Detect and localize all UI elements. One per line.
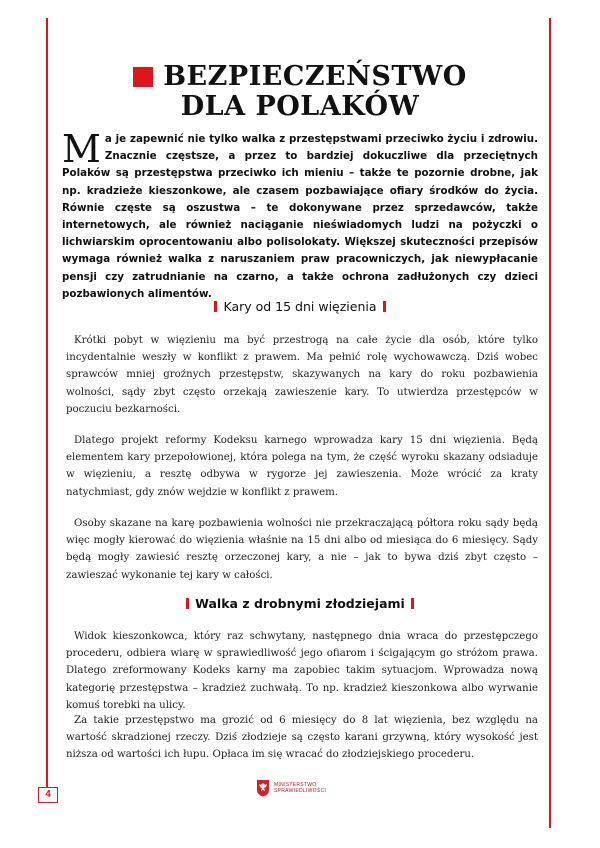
body-paragraph: Za takie przestępstwo ma grozić od 6 miesięcy do 8 lat więzienia, bez względu na wartość skradzionej rzeczy. Dziś złodzieje są często karani grzywną, który wysokość jest niższa od wartości ich łupu. Opłaca im się wracać do złodziejskiego procederu. [66, 715, 538, 761]
section-heading-text: Walka z drobnymi złodziejami [195, 596, 405, 611]
red-bar-icon [411, 598, 414, 609]
page-title [60, 62, 540, 122]
section-heading-sentences [60, 299, 540, 314]
ministry-line-2: SPRAWIEDLIWOŚCI [274, 788, 327, 794]
red-bar-icon [186, 598, 189, 609]
body-paragraph: Dlatego projekt reformy Kodeksu karnego wprowadza kary 15 dni więzienia. Będą elementem kary przepołowionej, która polega na tym, że część wyroku skazany odsiaduje w więzieniu, a resztę odbywa w rygorze jej zawieszenia. Może wrócić za kraty natychmiast, gdy znów wejdzie w konflikt z prawem. [66, 435, 538, 498]
left-red-rule [46, 18, 48, 798]
ministry-line-1: MINISTERSTWO [274, 782, 317, 788]
section-heading-text: Kary od 15 dni więzienia [223, 299, 377, 314]
ministry-name [274, 782, 326, 794]
page-number: 4 [38, 787, 58, 803]
red-bar-icon [214, 301, 217, 312]
ministry-logo [256, 779, 326, 797]
lead-paragraph [62, 127, 538, 303]
body-paragraph: Krótki pobyt w więzieniu ma być przestrogą na całe życie dla osób, które tylko incydentalnie weszły w konflikt z prawem. Ma pełnić rolę wychowawczą. Dziś wobec sprawców mniej groźnych przestępstw, skazywanych na kary do roku pozbawienia wolności, sądy zbyt często orzekają zawieszenie kary. To utwierdza przestępców w poczuciu bezkarności. [66, 335, 538, 415]
right-red-rule [549, 18, 551, 828]
lead-text: a je zapewnić nie tylko walka z przestępstwami przeciwko życiu i zdrowiu. Znacznie częstsze, a przez to bardziej dokuczliwe dla przeciętnych Polaków są przestępstwa przeciwko ich mieniu – także te pozornie drobne, jak np. kradzieże kieszonkowe, ale czasem pozbawiające ofiary środków do życia. Równie częste są oszustwa – te dokonywane przez sprzedawców, także internetowych, ale również naciąganie nieświadomych ludzi na pożyczki o lichwiarskim oprocentowaniu albo polisolokaty. Większej skuteczności przepisów wymaga również walka z naruszaniem praw pracowniczych, jak niewypłacanie pensji czy zatrudnianie na czarno, a także ochrona zadłużonych czy dzieci pozbawionych alimentów. [62, 133, 538, 300]
body-paragraph: Widok kieszonkowca, który raz schwytany, następnego dnia wraca do przestępczego procederu, odbiera wiarę w sprawiedliwość jego ofiarom i ścigającym go stróżom prawa. Dlatego zreformowany Kodeks karny ma zapobiec takim sytuacjom. Wprowadza nową kategorię przestępstwa – kradzież zuchwałą. To np. kradzież kieszonkowa albo wyrwanie komuś torebki na ulicy. [66, 631, 538, 711]
drop-cap: M [62, 127, 101, 171]
title-line-1: BEZPIECZEŃSTWO [163, 61, 467, 92]
red-bar-icon [383, 301, 386, 312]
polish-eagle-emblem-icon [256, 779, 270, 797]
section-heading-thieves [60, 596, 540, 611]
body-paragraph: Osoby skazane na karę pozbawienia wolności nie przekraczającą półtora roku sądy będą więc mogły kierować do więzienia właśnie na 15 dni albo od miesiąca do 6 miesięcy. Sądy będą mogły zawiesić resztę orzeczonej kary, a nie – jak to bywa dziś zbyt często – zawieszać wykonanie tej kary w całości. [66, 518, 538, 581]
title-line-2: DLA POLAKÓW [180, 91, 420, 122]
red-square-icon [133, 67, 153, 87]
